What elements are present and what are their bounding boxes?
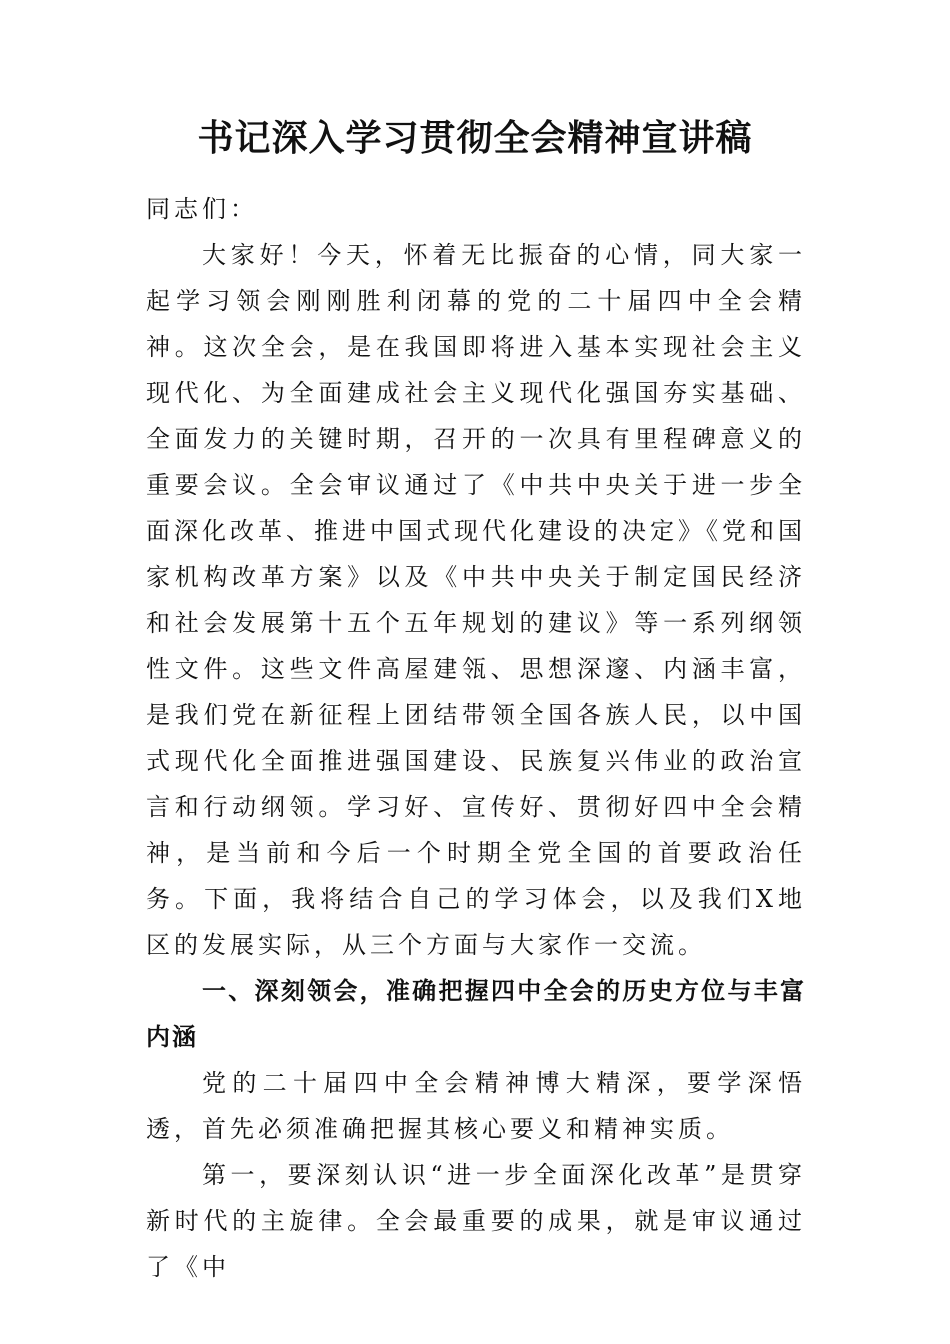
salutation: 同志们：	[146, 195, 258, 223]
section-heading: 一、深刻领会，准确把握四中全会的历史方位与丰富内涵	[146, 977, 806, 1051]
document-body	[146, 186, 806, 1290]
intro-paragraph: 大家好！今天，怀着无比振奋的心情，同大家一起学习领会刚刚胜利闭幕的党的二十届四中全会精神。这次全会，是在我国即将进入基本实现社会主义现代化、为全面建成社会主义现代化强国夯实基础、全面发力的关键时期，召开的一次具有里程碑意义的重要会议。全会审议通过了《中共中央关于进一步全面深化改革、推进中国式现代化建设的决定》《党和国家机构改革方案》以及《中共中央关于制定国民经济和社会发展第十五个五年规划的建议》等一系列纲领性文件。这些文件高屋建瓴、思想深邃、内涵丰富，是我们党在新征程上团结带领全国各族人民，以中国式现代化全面推进强国建设、民族复兴伟业的政治宣言和行动纲领。学习好、宣传好、贯彻好四中全会精神，是当前和今后一个时期全党全国的首要政治任务。下面，我将结合自己的学习体会，以及我们X地区的发展实际，从三个方面与大家作一交流。	[146, 241, 806, 959]
section-paragraph: 党的二十届四中全会精神博大精深，要学深悟透，首先必须准确把握其核心要义和精神实质。	[146, 1069, 806, 1143]
section-paragraph: 第一，要深刻认识“进一步全面深化改革”是贯穿新时代的主旋律。全会最重要的成果，就是审议通过了《中	[146, 1161, 806, 1281]
document-title: 书记深入学习贯彻全会精神宣讲稿	[197, 117, 753, 159]
